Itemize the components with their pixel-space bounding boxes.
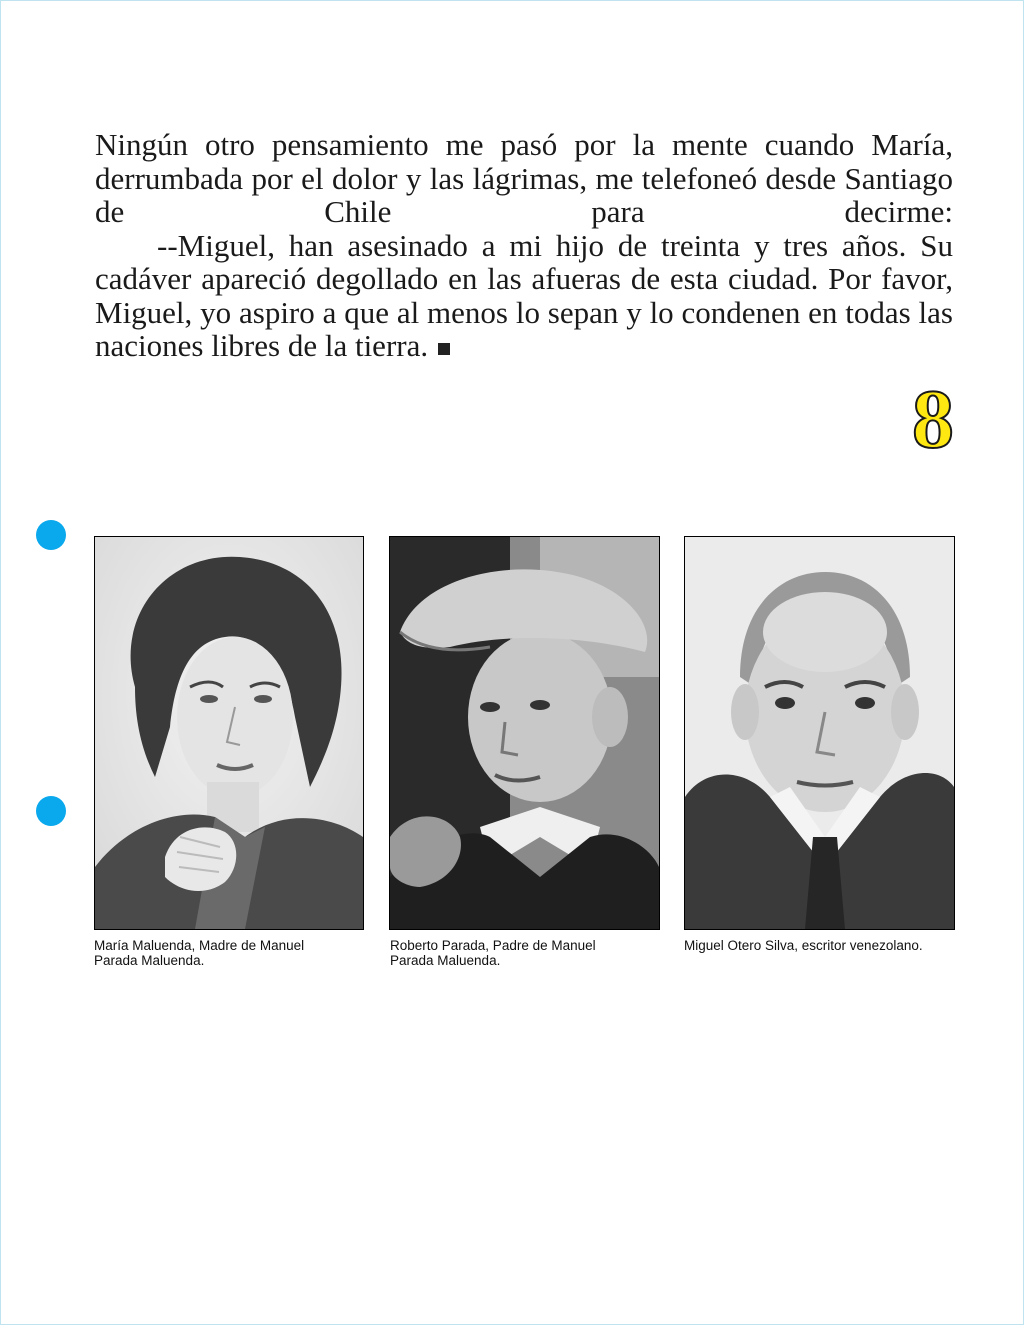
caption-roberto-parada: Roberto Parada, Padre de Manuel Parada Maluenda.: [390, 938, 596, 968]
page-number: 8: [912, 373, 954, 466]
caption-maria-maluenda: María Maluenda, Madre de Manuel Parada Maluenda.: [94, 938, 305, 968]
paragraph-2: [95, 229, 953, 363]
photo-roberto-parada: [389, 536, 660, 930]
paragraph-1: Ningún otro pensamiento me pasó por la mente cuando María, derrumbada por el dolor y las lágrimas, me telefoneó desde Santiago de Chile para decirme:: [95, 127, 953, 229]
paragraph-2-text: --Miguel, han asesinado a mi hijo de treinta y tres años. Su cadáver apareció degollado en las afueras de esta ciudad. Por favor, Miguel, yo aspiro a que al menos lo sepan y lo condenen en todas las naciones libres de la tierra.: [95, 227, 953, 363]
blue-bullet-bottom: [36, 796, 66, 826]
end-of-article-mark: [438, 343, 450, 355]
photo-maria-maluenda: [94, 536, 364, 930]
blue-bullet-top: [36, 520, 66, 550]
photo-miguel-otero-silva: [684, 536, 955, 930]
body-text: [95, 128, 953, 363]
caption-miguel-otero-silva: Miguel Otero Silva, escritor venezolano.: [684, 938, 923, 953]
